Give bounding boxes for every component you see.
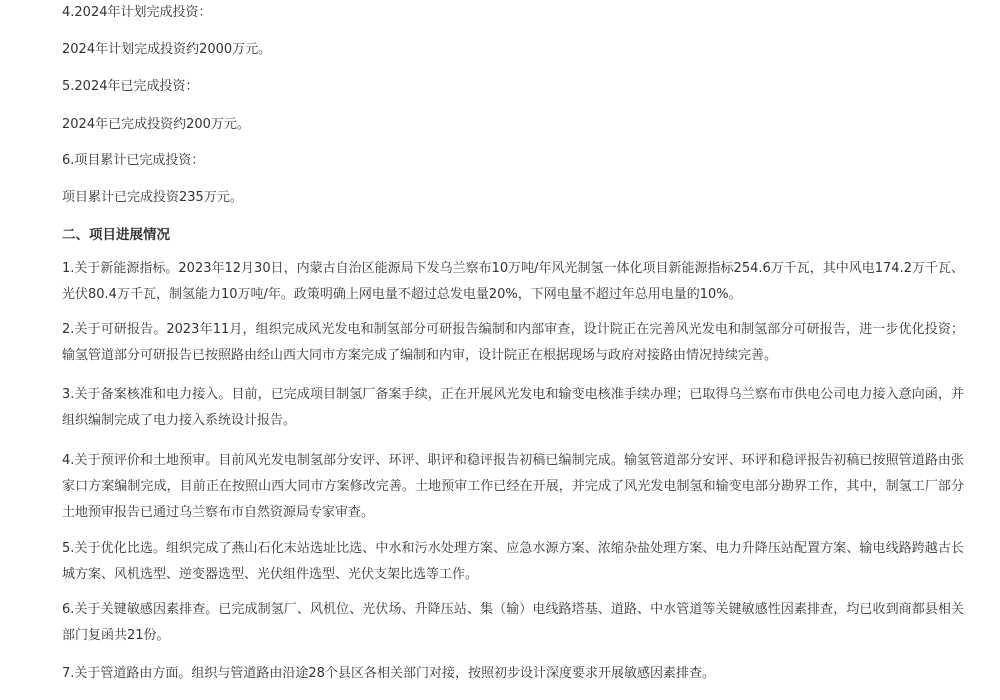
progress-item-5: 5.关于优化比选。组织完成了燕山石化末站选址比选、中水和污水处理方案、应急水源方案、浓缩杂盐处理方案、电力升降压站配置方案、输电线路跨越古长城方案、风机选型、逆变器选型、光伏组件选型、光伏支架比选等工作。	[62, 541, 964, 582]
section-value-cumulative: 项目累计已完成投资235万元。	[62, 190, 243, 205]
progress-item-2: 2.关于可研报告。2023年11月，组织完成风光发电和制氢部分可研报告编制和内部审查，设计院正在完善风光发电和制氢部分可研报告，进一步优化投资；输氢管道部分可研报告已按照路由经山西大同市方案完成了编制和内审，设计院正在根据现场与政府对接路由情况持续完善。	[62, 322, 964, 363]
progress-item-3: 3.关于备案核准和电力接入。目前，已完成项目制氢厂备案手续，正在开展风光发电和输变电核准手续办理；已取得乌兰察布市供电公司电力接入意向函，并组织编制完成了电力接入系统设计报告。	[62, 387, 964, 428]
progress-item-6: 6.关于关键敏感因素排查。已完成制氢厂、风机位、光伏场、升降压站、集（输）电线路塔基、道路、中水管道等关键敏感性因素排查，均已收到商都县相关部门复函共21份。	[62, 602, 964, 643]
section-value-2024-plan: 2024年计划完成投资约2000万元。	[62, 42, 272, 57]
progress-heading: 二、项目进展情况	[62, 227, 170, 243]
progress-item-7: 7.关于管道路由方面。组织与管道路由沿途28个县区各相关部门对接，按照初步设计深度要求开展敏感因素排查。	[62, 666, 715, 681]
progress-item-1: 1.关于新能源指标。2023年12月30日，内蒙古自治区能源局下发乌兰察布10万吨/年风光制氢一体化项目新能源指标254.6万千瓦，其中风电174.2万千瓦、光伏80.4万千瓦，制氢能力10万吨/年。政策明确上网电量不超过总发电量20%，下网电量不超过年总用电量的10%。	[62, 261, 964, 302]
section-label-2024-done: 5.2024年已完成投资：	[62, 79, 199, 94]
section-label-2024-plan: 4.2024年计划完成投资：	[62, 5, 212, 20]
section-value-2024-done: 2024年已完成投资约200万元。	[62, 117, 250, 132]
section-label-cumulative: 6.项目累计已完成投资：	[62, 153, 205, 168]
progress-item-4: 4.关于预评价和土地预审。目前风光发电制氢部分安评、环评、职评和稳评报告初稿已编制完成。输氢管道部分安评、环评和稳评报告初稿已按照管道路由张家口方案编制完成，目前正在按照山西大同市方案修改完善。土地预审工作已经在开展，并完成了风光发电制氢和输变电部分勘界工作，其中，制氢工厂部分土地预审报告已通过乌兰察布市自然资源局专家审查。	[62, 453, 964, 520]
